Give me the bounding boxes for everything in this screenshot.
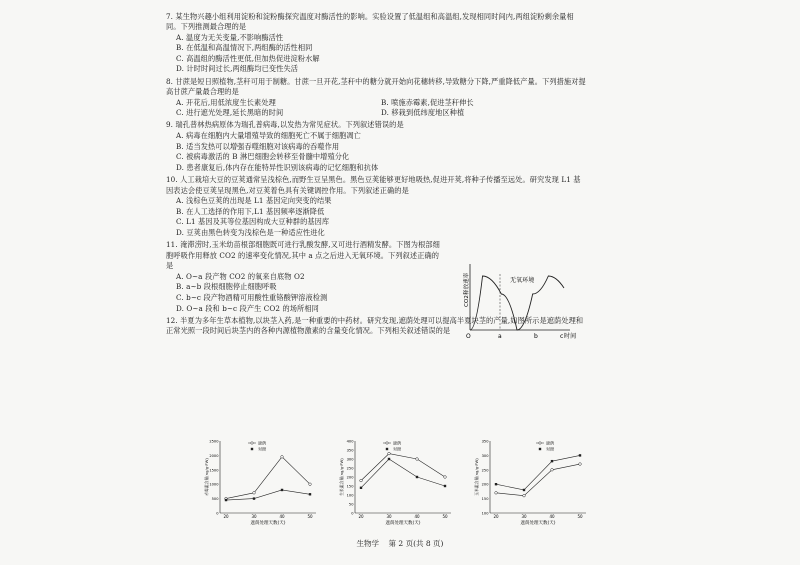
chart2-xtick-1: 30	[386, 514, 392, 519]
question-10	[166, 175, 586, 239]
chart2-ytick-8: 400	[346, 439, 354, 444]
chart1-legend-1-label: 遮荫	[258, 440, 266, 446]
chart3-series-2-point-3	[579, 454, 581, 456]
chart2-legend-1-marker	[386, 442, 388, 444]
chart1-xtick-0: 20	[223, 514, 229, 519]
chart3-series-1-point-3	[579, 463, 582, 466]
question-10-option-c: C. L1 基因及其等位基因构成大豆种群的基因库	[176, 217, 330, 227]
chart3-series-1-point-1	[523, 494, 526, 497]
footer-subject: 生物学	[356, 539, 379, 548]
chart2-series-2-point-3	[444, 485, 446, 487]
chart3-series-2-line	[496, 455, 580, 490]
question-7-option-c: C. 高温组的酶活性更低,但加热促进淀粉水解	[176, 53, 320, 63]
chart1-series-1-point-1	[253, 492, 256, 495]
question-10-option-a: A. 浅棕色豆荚的出现是 L1 基因定向突变的结果	[176, 196, 332, 206]
chart2-series-2-point-2	[416, 476, 418, 478]
question-8-option-d: D. 移栽到低纬度地区种植	[381, 108, 465, 118]
chart2-series-1-point-3	[444, 476, 447, 479]
question-11-stem: 11. 淹滞涝时,玉米幼苗根部细胞既可进行乳酸发酵,又可进行酒精发酵。下图为根部细胞呼吸作用释放 CO2 的速率变化情况,其中 a 点之后进入无氧环境。下列叙述正确的是	[166, 239, 440, 271]
chart3-xtick-0: 20	[493, 514, 499, 519]
question-9-option-d: D. 患者康复后,体内存在能特异性识别该病毒的记忆细胞和抗体	[176, 162, 379, 172]
chart1-series-2-point-0	[225, 499, 227, 501]
chart3-xtick-1: 30	[521, 514, 527, 519]
chart1-xtick-2: 40	[279, 514, 285, 519]
chart1-xlabel: 遮荫处理天数(天)	[250, 521, 286, 526]
question-11-option-c: C. b~c 段产物酒精可用酸性重铬酸钾溶液检测	[176, 292, 328, 302]
chart2-ytick-1: 50	[348, 502, 354, 507]
question-7-option-a: A. 温度为无关变量,不影响酶活性	[176, 32, 284, 42]
question-12-stem: 12. 半夏为多年生草本植物,以块茎入药,是一种重要的中药材。研究发现,遮荫处理可以提高半夏块茎的产量,如图所示是遮荫处理和正常光照一段时间后块茎内的各种内源植物激素的含量变化情况。下列相关叙述错误的是	[166, 315, 584, 336]
chart2-xtick-2: 40	[414, 514, 420, 519]
chart1-legend-1-marker	[251, 442, 253, 444]
fig11-ylabel: CO2释放速率	[464, 272, 470, 307]
question-9-option-a: A. 病毒在细胞内大量增殖导致的细胞死亡不属于细胞凋亡	[176, 131, 361, 141]
chart3-xtick-2: 40	[549, 514, 555, 519]
fig11-tick-b: b	[534, 332, 538, 340]
question-8-option-b: B. 喷施赤霉素,促进茎秆伸长	[381, 97, 474, 107]
chart2-legend-2-marker	[386, 448, 388, 450]
chart1-ytick-5: 2500	[209, 439, 219, 444]
chart1-series-1-point-3	[309, 483, 312, 486]
question-10-option-b: B. 在人工选择的作用下,L1 基因频率逐渐降低	[176, 206, 325, 216]
chart1-series-2-point-1	[253, 497, 255, 499]
chart3-ytick-2: 200	[481, 482, 489, 487]
chart3-xlabel: 遮荫处理天数(天)	[520, 521, 556, 526]
chart2-series-2-line	[361, 459, 445, 488]
question-9-stem: 9. 瑞孔普林热病原体为瑞孔普病毒,以发热为常见症状。下列叙述错误的是	[166, 120, 404, 130]
question-11-text	[166, 240, 446, 314]
page-footer	[0, 538, 800, 549]
question-content	[166, 10, 586, 340]
chart1-ytick-4: 2000	[209, 453, 219, 458]
chart2-ytick-3: 150	[346, 484, 354, 489]
chart2-xtick-3: 50	[442, 514, 448, 519]
chart2-ytick-7: 350	[346, 448, 354, 453]
fig11-tick-a: a	[498, 332, 502, 340]
chart3-series-2-point-1	[523, 489, 525, 491]
chart1-ytick-3: 1500	[209, 468, 219, 473]
chart2-ytick-6: 300	[346, 457, 354, 462]
chart1-series-1-point-2	[281, 456, 284, 459]
chart3-ylabel: 玉米素含量(ng/g·FW)	[474, 458, 479, 496]
chart2-series-1-line	[361, 454, 445, 481]
fig11-co2-curve	[470, 276, 564, 330]
chart2-legend-2-label: 对照	[393, 446, 401, 452]
fig11-annotation: 无氧环境	[510, 276, 535, 284]
question-8-option-c: C. 进行遮光处理,延长黑暗的时间	[176, 108, 284, 118]
chart3-ytick-3: 250	[481, 468, 489, 473]
chart3-ytick-0: 100	[481, 511, 489, 516]
question-8-options-row2	[166, 108, 586, 119]
question-7-stem: 7. 某生物兴趣小组利用淀粉和淀粉酶探究温度对酶活性的影响。实验设置了低温组和高温组,发现相同时间内,两组淀粉剩余量相同。下列推测最合理的是	[166, 11, 574, 32]
question-7-option-d: D. 计时时间过长,两组酶均已变性失活	[176, 64, 299, 74]
chart3-series-2-point-0	[495, 483, 497, 485]
chart3-xtick-3: 50	[577, 514, 583, 519]
chart1-ytick-1: 500	[211, 497, 219, 502]
chart2-series-2-point-1	[388, 458, 390, 460]
question-11-option-b: B. a~b 段根细胞停止细胞呼吸	[176, 282, 277, 292]
chart1-xtick-1: 30	[251, 514, 257, 519]
chart1-xtick-3: 50	[307, 514, 313, 519]
chart3-legend-2-label: 对照	[546, 446, 554, 452]
footer-page-number: 第 2 页(共 8 页)	[388, 539, 444, 548]
fig11-xlabel: 时间	[564, 332, 577, 340]
chart2-legend-1-label: 遮荫	[393, 440, 401, 446]
chart3-series-1-line	[496, 464, 580, 496]
chart1-series-2-line	[226, 490, 310, 500]
chart1-legend-2-marker	[251, 448, 253, 450]
chart2-xlabel: 遮荫处理天数(天)	[385, 521, 421, 526]
chart1-ylabel: 赤霉素含量(ng/g·FW)	[204, 458, 209, 496]
chart1-ytick-2: 1000	[209, 482, 219, 487]
chart3-ytick-5: 350	[481, 439, 489, 444]
question-9	[166, 120, 586, 173]
chart3-legend-2-marker	[539, 448, 541, 450]
question-8-option-a: A. 开花后,用低浓度生长素处理	[176, 97, 276, 107]
question-9-option-b: B. 适当发热可以增强吞噬细胞对该病毒的吞噬作用	[176, 141, 340, 151]
question-8-stem: 8. 甘蔗是短日照植物,茎秆可用于制糖。甘蔗一旦开花,茎秆中的糖分就开始向花穗转移,导致糖分下降,严重降低产量。下列措施对提高甘蔗产量最合理的是	[166, 76, 586, 97]
chart1-series-2-point-3	[309, 493, 311, 495]
question-11-option-d: D. O~a 段和 b~c 段产生 CO2 的场所相同	[176, 303, 319, 313]
chart2-ytick-2: 100	[346, 493, 354, 498]
question-8-options-row1	[166, 98, 586, 109]
chart2-ytick-4: 200	[346, 475, 354, 480]
chart1-ytick-0: 0	[216, 511, 219, 516]
chart3-series-1-point-0	[495, 492, 498, 495]
question-8	[166, 77, 586, 119]
fig11-tick-o: O	[466, 332, 471, 340]
question-10-option-d: D. 豆荚由黑色转变为浅棕色是一种适应性进化	[176, 227, 325, 237]
question-11-co2-rate-figure	[452, 260, 577, 340]
chart3-series-2-point-2	[551, 460, 553, 462]
chart2-series-1-point-0	[360, 479, 363, 482]
chart1-series-2-point-2	[281, 489, 283, 491]
chart3-legend-1-marker	[539, 442, 541, 444]
chart2-ytick-5: 250	[346, 466, 354, 471]
chart2-series-2-point-0	[360, 487, 362, 489]
chart2-ylabel: 生长素含量(ng/g·FW)	[339, 458, 344, 496]
question-7	[166, 12, 586, 76]
question-7-option-b: B. 在低温和高温情况下,两组酶的活性相同	[176, 43, 313, 53]
chart3-legend-1-label: 遮荫	[546, 440, 554, 446]
question-10-stem: 10. 人工栽培大豆的豆荚通常呈浅棕色,而野生豆呈黑色。黑色豆荚能够更好地吸热,促进开荚,将种子传播至远处。研究发现 L1 基因表达会使豆荚呈现黑色,对豆荚着色具有关键调控作用。下列叙述正确的是	[166, 174, 581, 195]
chart2-xtick-0: 20	[358, 514, 364, 519]
chart2-ytick-0: 0	[351, 511, 354, 516]
chart3-ytick-4: 300	[481, 453, 489, 458]
question-12-hormone-charts	[196, 433, 583, 533]
chart1-legend-2-label: 对照	[258, 446, 266, 452]
question-11-option-a: A. O~a 段产物 CO2 的氧来自底物 O2	[176, 271, 305, 281]
question-9-option-c: C. 被病毒激活的 B 淋巴细胞会转移至骨髓中增殖分化	[176, 152, 350, 162]
chart2-series-1-point-2	[416, 458, 419, 461]
fig11-tick-c: c	[560, 332, 564, 340]
chart3-series-1-point-2	[551, 469, 554, 472]
chart2-series-1-point-1	[388, 452, 391, 455]
chart3-ytick-1: 150	[481, 497, 489, 502]
